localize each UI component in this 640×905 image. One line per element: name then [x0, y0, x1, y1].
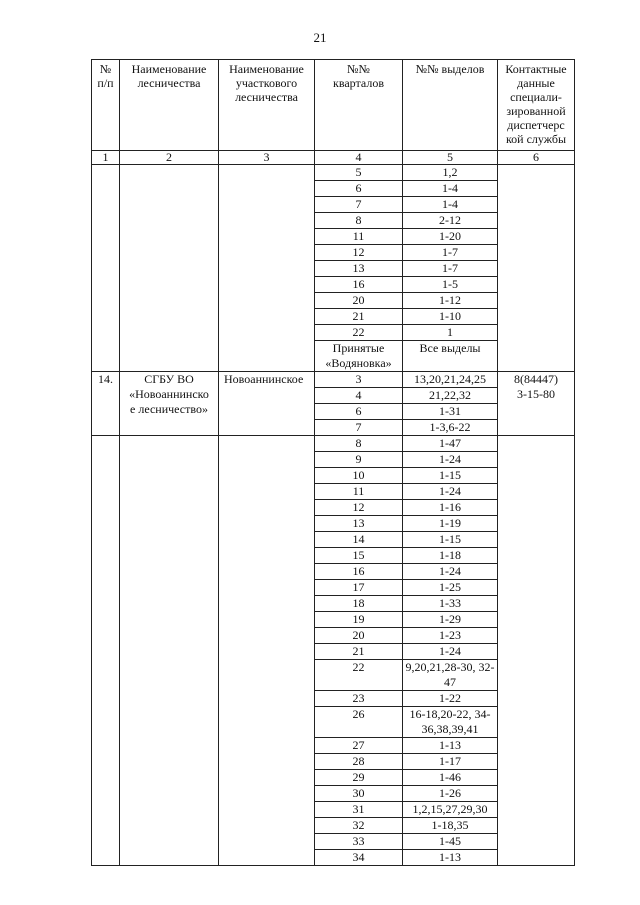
quarter-cell: 26 [315, 707, 403, 738]
allotment-cell: 1-17 [403, 754, 498, 770]
header-forestry: Наименование лесничества [120, 60, 219, 151]
quarter-cell: 31 [315, 802, 403, 818]
allotment-cell: 1-3,6-22 [403, 420, 498, 436]
quarter-cell: 34 [315, 850, 403, 866]
allotment-cell: 1-12 [403, 293, 498, 309]
empty-cell [498, 165, 575, 372]
entry-sub-forestry: Новоаннинское [219, 372, 315, 436]
quarter-cell: 29 [315, 770, 403, 786]
quarter-cell: 13 [315, 516, 403, 532]
quarter-cell: 32 [315, 818, 403, 834]
allotment-cell: 1-24 [403, 644, 498, 660]
entry-number: 14. [92, 372, 120, 436]
allotment-cell: 1-26 [403, 786, 498, 802]
quarter-cell: 16 [315, 277, 403, 293]
entry14-row [92, 372, 575, 388]
quarter-cell: 21 [315, 309, 403, 325]
quarter-cell: 22 [315, 660, 403, 691]
table-body [92, 60, 575, 866]
quarter-cell: 18 [315, 596, 403, 612]
header-num: № п/п [92, 60, 120, 151]
allotment-cell: 1-22 [403, 691, 498, 707]
quarter-cell: 13 [315, 261, 403, 277]
quarter-cell: 8 [315, 436, 403, 452]
col-number: 1 [92, 151, 120, 165]
quarter-cell: 20 [315, 293, 403, 309]
quarter-cell: 8 [315, 213, 403, 229]
allotment-cell: 1-15 [403, 468, 498, 484]
contact-line: 8(84447) [514, 372, 558, 386]
col-number: 4 [315, 151, 403, 165]
quarter-cell: 23 [315, 691, 403, 707]
quarter-cell: 12 [315, 245, 403, 261]
allotment-cell: 21,22,32 [403, 388, 498, 404]
allotment-cell: 1-25 [403, 580, 498, 596]
quarter-cell: 6 [315, 181, 403, 197]
allotment-cell: 1-31 [403, 404, 498, 420]
col-number: 6 [498, 151, 575, 165]
quarter-cell: 3 [315, 372, 403, 388]
quarter-cell: 14 [315, 532, 403, 548]
column-number-row [92, 151, 575, 165]
quarter-cell: 33 [315, 834, 403, 850]
header-quarters: №№ кварталов [315, 60, 403, 151]
quarter-cell: 6 [315, 404, 403, 420]
allotment-cell: 1,2 [403, 165, 498, 181]
quarter-cell: 7 [315, 197, 403, 213]
entry-contacts [498, 372, 575, 436]
header-allotments: №№ выделов [403, 60, 498, 151]
quarter-cell: 15 [315, 548, 403, 564]
empty-cell [219, 165, 315, 372]
allotment-cell: 1-5 [403, 277, 498, 293]
quarter-cell: 21 [315, 644, 403, 660]
header-sub-forestry: Наименование участкового лесничества [219, 60, 315, 151]
page-number: 21 [313, 30, 327, 45]
quarter-cell: 16 [315, 564, 403, 580]
allotment-cell: 1-18,35 [403, 818, 498, 834]
allotment-cell: 1-47 [403, 436, 498, 452]
allotment-cell: 1-24 [403, 484, 498, 500]
empty-cell [92, 165, 120, 372]
allotment-cell: 1-10 [403, 309, 498, 325]
allotment-cell: 1 [403, 325, 498, 341]
quarter-cell: 10 [315, 468, 403, 484]
allotment-cell: 1-20 [403, 229, 498, 245]
empty-cell [219, 436, 315, 866]
allotment-cell: 1-4 [403, 181, 498, 197]
col-number: 5 [403, 151, 498, 165]
quarter-cell: 22 [315, 325, 403, 341]
col-number: 2 [120, 151, 219, 165]
empty-cell [120, 436, 219, 866]
allotment-cell: Все выделы [403, 341, 498, 372]
forestry-name-line: СГБУ ВО [144, 372, 194, 386]
header-row [92, 60, 575, 151]
allotment-cell: 1-7 [403, 261, 498, 277]
forestry-table [91, 59, 575, 866]
entry-forestry-name [120, 372, 219, 436]
quarter-cell: 28 [315, 754, 403, 770]
allotment-cell: 1,2,15,27,29,30 [403, 802, 498, 818]
allotment-cell: 1-33 [403, 596, 498, 612]
quarter-cell: 19 [315, 612, 403, 628]
allotment-cell: 16-18,20-22, 34-36,38,39,41 [403, 707, 498, 738]
allotment-cell: 1-29 [403, 612, 498, 628]
allotment-cell: 9,20,21,28-30, 32-47 [403, 660, 498, 691]
allotment-cell: 1-18 [403, 548, 498, 564]
forestry-name-line: е лесничество» [130, 402, 208, 416]
allotment-cell: 1-46 [403, 770, 498, 786]
allotment-cell: 1-15 [403, 532, 498, 548]
quarter-cell: Принятые «Водяновка» [315, 341, 403, 372]
table-row [92, 436, 575, 452]
table-row [92, 165, 575, 181]
quarter-cell: 4 [315, 388, 403, 404]
quarter-cell: 20 [315, 628, 403, 644]
allotment-cell: 1-23 [403, 628, 498, 644]
allotment-cell: 1-13 [403, 738, 498, 754]
quarter-cell: 11 [315, 484, 403, 500]
quarter-cell: 7 [315, 420, 403, 436]
quarter-cell: 11 [315, 229, 403, 245]
allotment-cell: 1-19 [403, 516, 498, 532]
allotment-cell: 1-7 [403, 245, 498, 261]
contact-line: 3-15-80 [517, 387, 555, 401]
header-contacts: Контактные данные специали- зированной диспетчерс кой службы [498, 60, 575, 151]
quarter-cell: 9 [315, 452, 403, 468]
allotment-cell: 13,20,21,24,25 [403, 372, 498, 388]
quarter-cell: 12 [315, 500, 403, 516]
allotment-cell: 1-24 [403, 564, 498, 580]
quarter-cell: 30 [315, 786, 403, 802]
empty-cell [120, 165, 219, 372]
allotment-cell: 1-45 [403, 834, 498, 850]
quarter-cell: 17 [315, 580, 403, 596]
allotment-cell: 2-12 [403, 213, 498, 229]
allotment-cell: 1-4 [403, 197, 498, 213]
quarter-cell: 5 [315, 165, 403, 181]
col-number: 3 [219, 151, 315, 165]
empty-cell [92, 436, 120, 866]
allotment-cell: 1-16 [403, 500, 498, 516]
empty-cell [498, 436, 575, 866]
allotment-cell: 1-13 [403, 850, 498, 866]
allotment-cell: 1-24 [403, 452, 498, 468]
quarter-cell: 27 [315, 738, 403, 754]
forestry-name-line: «Новоаннинско [129, 387, 209, 401]
